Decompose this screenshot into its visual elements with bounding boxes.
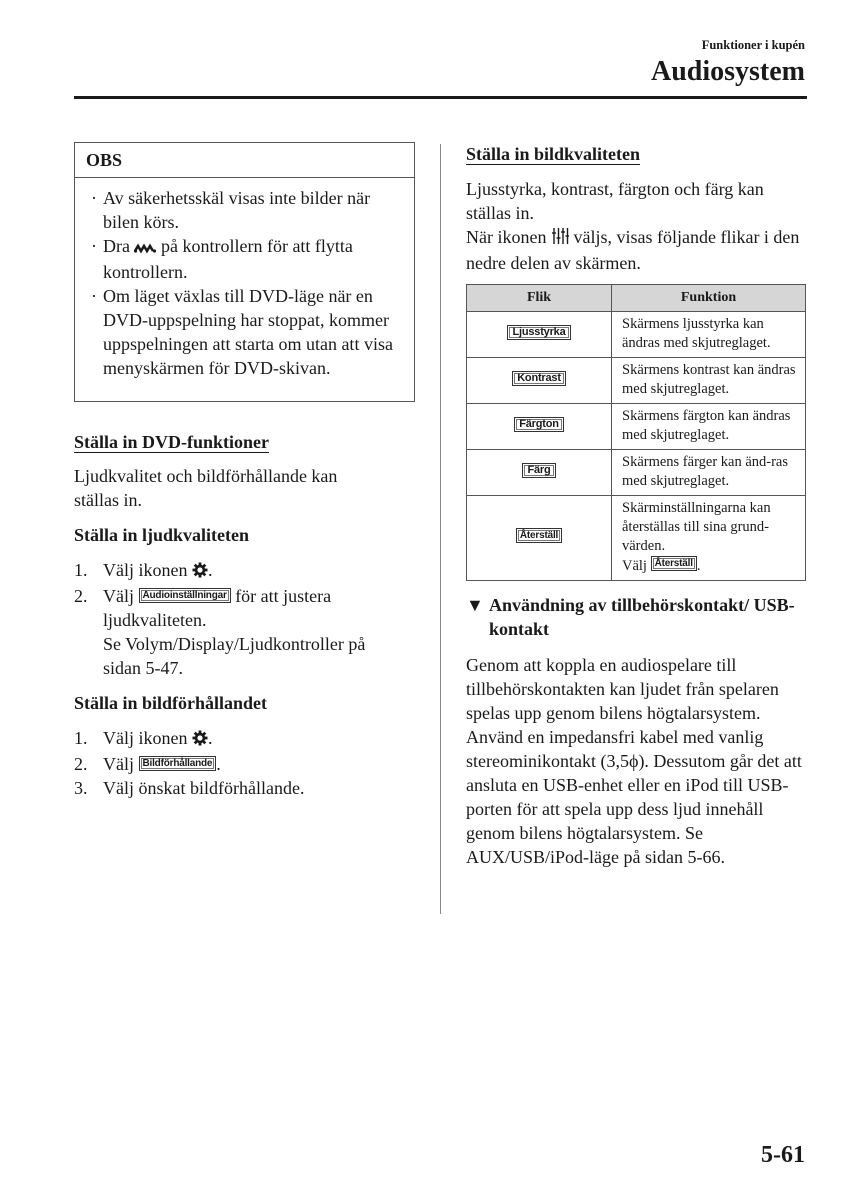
function-text: Skärminställningarna kan återställas till sina grund-värden. bbox=[622, 500, 771, 554]
function-cell: Skärmens ljusstyrka kan ändras med skjutreglaget. bbox=[612, 312, 806, 358]
aux-heading-block bbox=[466, 593, 796, 641]
picture-section bbox=[466, 142, 808, 275]
step-item bbox=[74, 752, 419, 776]
settings-gear-icon bbox=[192, 560, 208, 584]
tab-cell bbox=[467, 404, 612, 450]
step-item bbox=[74, 584, 403, 680]
tab-cell bbox=[467, 450, 612, 496]
picture-para2 bbox=[466, 225, 806, 275]
step-reference: Se Volym/Display/Ljudkontroller på sidan 5-47. bbox=[103, 634, 366, 678]
column-divider bbox=[440, 144, 441, 914]
step-number: 2. bbox=[74, 586, 88, 606]
page-title: Audiosystem bbox=[650, 56, 805, 87]
tab-cell bbox=[467, 312, 612, 358]
function-cell: Skärmens färger kan änd-ras med skjutreglaget. bbox=[612, 450, 806, 496]
table-row bbox=[467, 404, 806, 450]
dvd-intro: Ljudkvalitet och bildförhållande kan ställas in. bbox=[74, 466, 338, 510]
triangle-marker-icon: ▼ bbox=[466, 595, 484, 615]
function-cell: Skärmens kontrast kan ändras med skjutreglaget. bbox=[612, 358, 806, 404]
obs-item bbox=[75, 234, 393, 284]
header-rule bbox=[74, 96, 807, 99]
step-text: Välj bbox=[103, 754, 139, 774]
obs-item-text: på kontrollern för att flytta kontrollern. bbox=[103, 236, 353, 282]
table-row bbox=[467, 450, 806, 496]
table-header-function: Funktion bbox=[612, 285, 806, 312]
step-item bbox=[74, 558, 419, 584]
step-item bbox=[74, 776, 419, 800]
function-text: . bbox=[696, 558, 701, 574]
step-number: 1. bbox=[74, 560, 88, 580]
reset-button[interactable]: Återställ bbox=[651, 556, 697, 571]
step-number: 3. bbox=[74, 778, 88, 798]
bullet: · bbox=[91, 286, 97, 306]
aux-heading: Användning av tillbehörskontakt/ USB-kontakt bbox=[489, 595, 795, 639]
table-row bbox=[467, 496, 806, 581]
aspect-heading: Ställa in bildförhållandet bbox=[74, 693, 268, 713]
sound-heading: Ställa in ljudkvaliteten bbox=[74, 525, 250, 545]
step-text: Välj ikonen bbox=[103, 728, 192, 748]
table-header-row bbox=[467, 285, 806, 312]
picture-heading: Ställa in bildkvaliteten bbox=[466, 144, 641, 164]
equalizer-sliders-icon bbox=[551, 227, 569, 251]
aspect-steps bbox=[74, 726, 419, 800]
obs-item-text: Av säkerhetsskäl visas inte bilder när bilen körs. bbox=[103, 188, 371, 232]
obs-title: OBS bbox=[75, 143, 414, 178]
obs-item bbox=[75, 284, 408, 380]
function-cell bbox=[612, 496, 806, 581]
brightness-tab-button[interactable]: Ljusstyrka bbox=[507, 325, 570, 340]
drag-icon bbox=[134, 236, 156, 260]
aux-section bbox=[466, 593, 802, 869]
tab-cell bbox=[467, 496, 612, 581]
dvd-heading: Ställa in DVD-funktioner bbox=[74, 432, 270, 452]
audio-settings-button[interactable]: Audioinställningar bbox=[139, 588, 231, 603]
obs-item-text: Dra bbox=[103, 236, 135, 256]
aux-text: Genom att koppla en audiospelare till tillbehörskontakten kan ljudet från spelaren spelas upp genom bilens högtalarsystem. Använd en impedansfri kabel med vanlig stereominikontakt (3,5ϕ). Dessutom går det att ansluta en USB-enhet eller en iPod till USB-porten för att spela upp dess ljud innehåll genom bilens högtalarsystem. Se AUX/USB/iPod-läge på sidan 5-66. bbox=[466, 655, 802, 867]
dvd-section bbox=[74, 430, 419, 800]
picture-para1: Ljusstyrka, kontrast, färgton och färg kan ställas in. bbox=[466, 179, 764, 223]
function-text: Välj bbox=[622, 558, 651, 574]
bullet: · bbox=[91, 236, 97, 256]
table-row bbox=[467, 312, 806, 358]
sound-steps bbox=[74, 558, 419, 680]
aspect-ratio-button[interactable]: Bildförhållande bbox=[139, 756, 217, 771]
obs-list bbox=[75, 178, 414, 380]
step-text: för att justera ljudkvaliteten. bbox=[103, 586, 332, 630]
obs-note-box bbox=[74, 142, 415, 402]
step-text: . bbox=[207, 728, 213, 748]
section-name: Funktioner i kupén bbox=[701, 38, 805, 52]
contrast-tab-button[interactable]: Kontrast bbox=[512, 371, 566, 386]
step-text: Välj önskat bildförhållande. bbox=[103, 778, 305, 798]
step-text: Välj ikonen bbox=[103, 560, 192, 580]
obs-item-text: Om läget växlas till DVD-läge när en DVD-uppspelning har stoppat, kommer uppspelningen att starta om utan att visa menyskärmen för DVD-skivan. bbox=[103, 286, 393, 378]
tabs-table bbox=[466, 284, 806, 581]
step-text: . bbox=[216, 754, 221, 774]
para-text: väljs, visas följande flikar i den nedre delen av skärmen. bbox=[466, 227, 800, 273]
step-item bbox=[74, 726, 419, 752]
tab-cell bbox=[467, 358, 612, 404]
tint-tab-button[interactable]: Färgton bbox=[514, 417, 564, 432]
settings-gear-icon bbox=[192, 728, 208, 752]
table-row bbox=[467, 358, 806, 404]
step-number: 2. bbox=[74, 754, 88, 774]
color-tab-button[interactable]: Färg bbox=[522, 463, 555, 478]
step-text: Välj bbox=[103, 586, 139, 606]
bullet: · bbox=[91, 188, 97, 208]
page-number: 5-61 bbox=[761, 1142, 805, 1168]
table-header-tab: Flik bbox=[467, 285, 612, 312]
para-text: När ikonen bbox=[466, 227, 551, 247]
reset-tab-button[interactable]: Återställ bbox=[516, 528, 562, 543]
step-number: 1. bbox=[74, 728, 88, 748]
function-cell: Skärmens färgton kan ändras med skjutreglaget. bbox=[612, 404, 806, 450]
obs-item bbox=[75, 186, 393, 234]
step-text: . bbox=[207, 560, 213, 580]
